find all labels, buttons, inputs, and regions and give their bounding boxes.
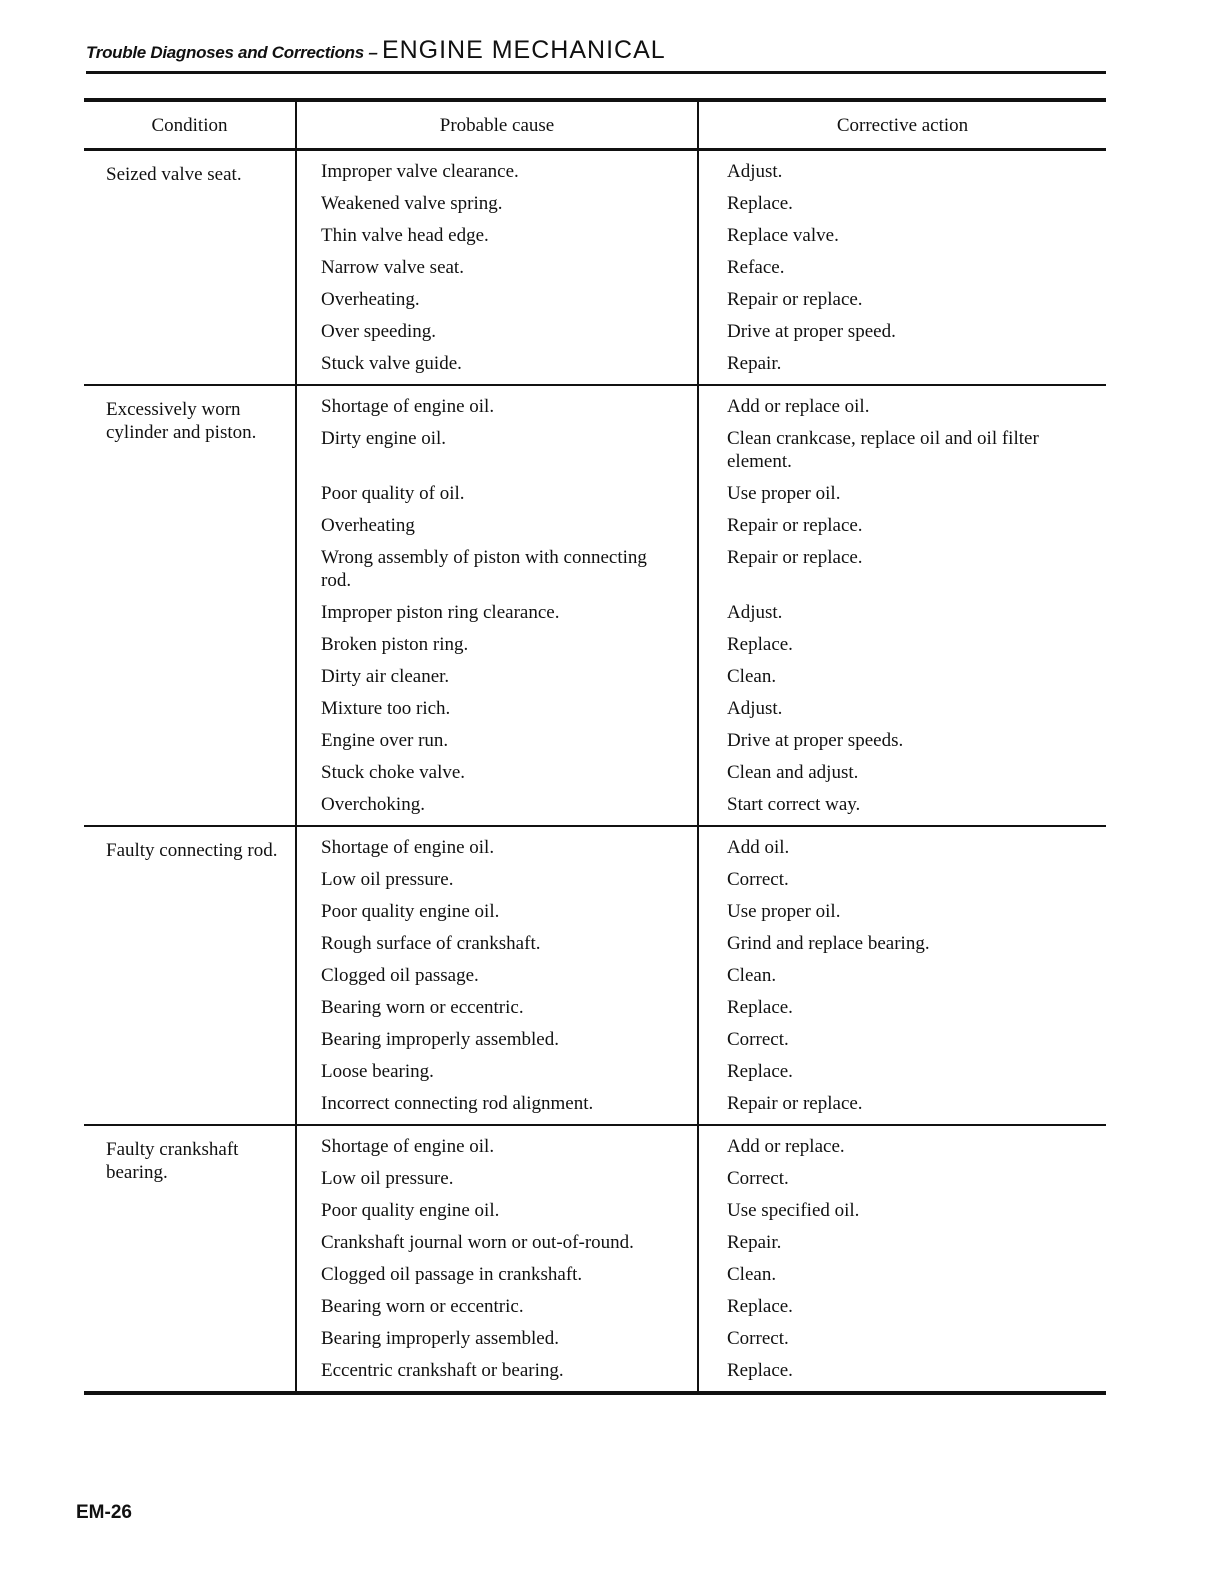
header-subtitle: Trouble Diagnoses and Corrections – [86,43,378,62]
cause-item: Low oil pressure. [321,1168,454,1189]
cause-item: Dirty engine oil. [321,428,447,449]
action-item: Clean. [727,965,777,986]
condition-cell: Faulty crankshaft bearing. [84,1125,296,1393]
probable-cause-cell [296,385,698,826]
action-item: Replace. [727,193,793,214]
cause-item: Overheating. [321,289,420,310]
action-item: Adjust. [727,698,783,719]
action-item: Drive at proper speeds. [727,730,904,751]
action-item: Clean crankcase, replace oil and oil filter element. [727,428,1039,472]
action-item: Clean. [727,1264,777,1285]
cause-item: Overchoking. [321,794,425,815]
action-item: Clean. [727,666,777,687]
action-item: Replace. [727,997,793,1018]
probable-cause-cell [296,826,698,1125]
cause-item: Poor quality engine oil. [321,901,500,922]
action-item: Correct. [727,869,789,890]
cause-item: Stuck choke valve. [321,762,466,783]
cause-item: Engine over run. [321,730,449,751]
corrective-action-cell [698,826,1106,1125]
probable-cause-cell [296,1125,698,1393]
trouble-diagnosis-table [84,98,1106,1395]
cause-item: Incorrect connecting rod alignment. [321,1093,594,1114]
cause-item: Stuck valve guide. [321,353,462,374]
table-header-row [84,100,1106,150]
condition-cell: Faulty connecting rod. [84,826,296,1125]
cause-item: Bearing improperly assembled. [321,1029,559,1050]
column-header-corrective-action: Corrective action [698,100,1106,150]
action-item: Correct. [727,1328,789,1349]
page-header [86,36,1106,74]
action-item: Replace valve. [727,225,839,246]
action-item: Start correct way. [727,794,861,815]
action-item: Repair. [727,353,782,374]
cause-item: Bearing improperly assembled. [321,1328,559,1349]
action-item: Replace. [727,1360,793,1381]
cause-item: Mixture too rich. [321,698,451,719]
action-item: Reface. [727,257,785,278]
action-item: Adjust. [727,602,783,623]
cause-item: Low oil pressure. [321,869,454,890]
action-item: Correct. [727,1029,789,1050]
cause-item: Poor quality of oil. [321,483,465,504]
cause-item: Narrow valve seat. [321,257,464,278]
action-item: Repair or replace. [727,289,863,310]
cause-item: Bearing worn or eccentric. [321,1296,524,1317]
cause-item: Bearing worn or eccentric. [321,997,524,1018]
condition-cell: Excessively worn cylinder and piston. [84,385,296,826]
action-item: Repair or replace. [727,1093,863,1114]
cause-item: Loose bearing. [321,1061,434,1082]
table-row [84,150,1106,386]
corrective-action-cell [698,385,1106,826]
action-item: Replace. [727,1296,793,1317]
cause-item: Shortage of engine oil. [321,396,495,417]
cause-item: Broken piston ring. [321,634,469,655]
action-item: Repair. [727,1232,782,1253]
cause-item: Over speeding. [321,321,437,342]
cause-item: Rough surface of crankshaft. [321,933,541,954]
action-item: Add or replace. [727,1136,845,1157]
cause-item: Eccentric crankshaft or bearing. [321,1360,564,1381]
action-item: Use proper oil. [727,483,841,504]
action-item: Clean and adjust. [727,762,859,783]
action-item: Repair or replace. [727,547,863,568]
cause-item: Shortage of engine oil. [321,1136,495,1157]
probable-cause-cell [296,150,698,386]
cause-item: Clogged oil passage. [321,965,479,986]
page-number: EM-26 [76,1502,132,1523]
table-row [84,826,1106,1125]
cause-item: Crankshaft journal worn or out-of-round. [321,1232,634,1253]
table-row [84,385,1106,826]
corrective-action-cell [698,1125,1106,1393]
cause-item: Shortage of engine oil. [321,837,495,858]
cause-item: Improper valve clearance. [321,161,519,182]
header-title: ENGINE MECHANICAL [381,36,666,64]
column-header-condition: Condition [84,100,296,150]
table-body [84,150,1106,1394]
cause-item: Improper piston ring clearance. [321,602,560,623]
cause-item: Clogged oil passage in crankshaft. [321,1264,583,1285]
action-item: Add oil. [727,837,790,858]
column-header-probable-cause: Probable cause [296,100,698,150]
cause-item: Overheating [321,515,415,536]
action-item: Use specified oil. [727,1200,860,1221]
action-item: Replace. [727,634,793,655]
action-item: Repair or replace. [727,515,863,536]
cause-item: Poor quality engine oil. [321,1200,500,1221]
action-item: Use proper oil. [727,901,841,922]
corrective-action-cell [698,150,1106,386]
cause-item: Wrong assembly of piston with connecting rod. [321,547,647,591]
action-item: Adjust. [727,161,783,182]
table-row [84,1125,1106,1393]
cause-item: Weakened valve spring. [321,193,503,214]
action-item: Add or replace oil. [727,396,870,417]
action-item: Replace. [727,1061,793,1082]
action-item: Grind and replace bearing. [727,933,930,954]
condition-cell: Seized valve seat. [106,164,242,185]
action-item: Correct. [727,1168,789,1189]
action-item: Drive at proper speed. [727,321,896,342]
cause-item: Dirty air cleaner. [321,666,450,687]
cause-item: Thin valve head edge. [321,225,489,246]
